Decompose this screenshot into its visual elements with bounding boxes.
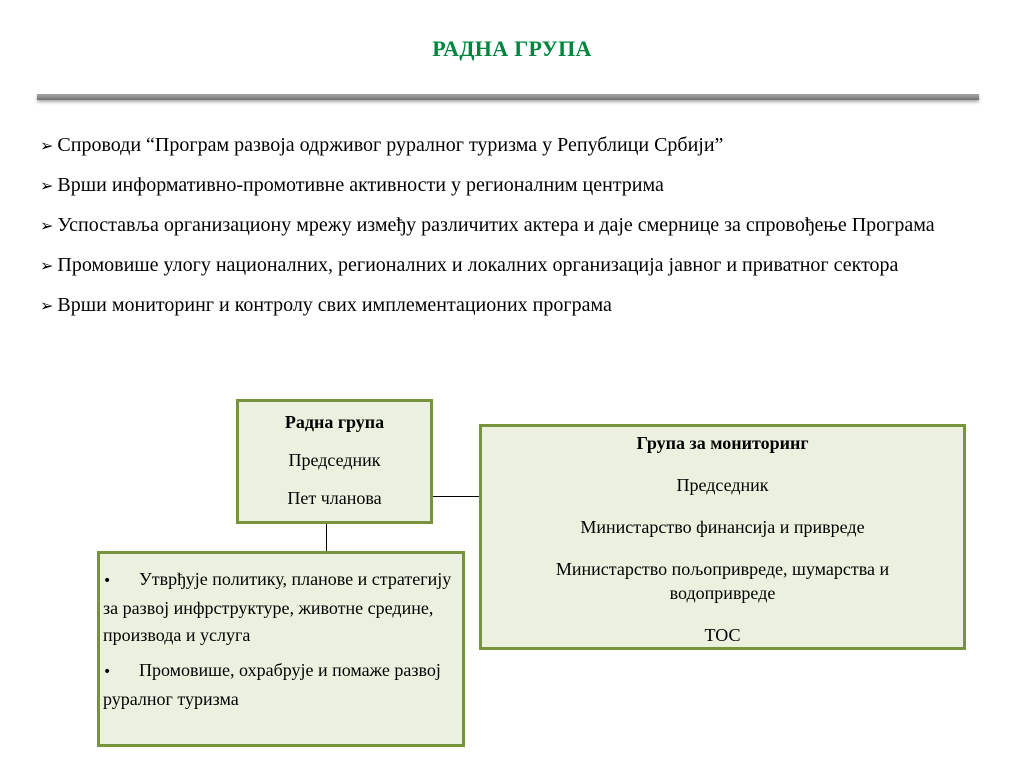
working-group-chair: Председник (288, 450, 381, 470)
arrow-bullet-icon: ➢ (40, 256, 54, 275)
arrow-bullet-icon: ➢ (40, 136, 54, 155)
duty-item (103, 566, 454, 649)
monitoring-group-tos: ТОС (704, 625, 741, 645)
bullet-text: Врши информативно-промотивне активности у регионалним центрима (57, 174, 664, 196)
working-group-box (236, 399, 433, 524)
duties-box (97, 551, 465, 747)
monitoring-group-ministry-agriculture: Министарство пољопривреде, шумарства и водопривреде (555, 559, 890, 603)
bullet-item (40, 171, 980, 200)
bullet-item (40, 251, 980, 280)
bullet-item (40, 291, 980, 320)
bullet-text: Промовише улогу националних, регионалних и локалних организација јавног и приватног сектора (57, 254, 899, 276)
bullet-text: Врши мониторинг и контролу свих имплементационих програма (57, 294, 612, 316)
duty-text: Утврђује политику, планове и стратегију за развој инфрструктуре, животне средине, производа и услуга (103, 569, 452, 645)
page-title: РАДНА ГРУПА (432, 36, 592, 61)
bullet-dot-icon: • (103, 573, 112, 589)
bullet-item (40, 131, 980, 160)
duty-text: Промовише, охрабрује и помаже развој руралног туризма (103, 660, 441, 709)
connector-line-horizontal (433, 496, 479, 497)
arrow-bullet-icon: ➢ (40, 296, 54, 315)
monitoring-group-box (479, 424, 966, 650)
monitoring-group-chair: Председник (676, 475, 769, 495)
working-group-members: Пет чланова (287, 488, 382, 508)
bullet-list (40, 131, 980, 331)
bullet-text: Спроводи “Програм развоја одрживог руралног туризма у Републици Србији” (57, 134, 724, 156)
bullet-item (40, 211, 980, 240)
working-group-heading: Радна група (284, 412, 385, 432)
duty-item (103, 657, 454, 713)
arrow-bullet-icon: ➢ (40, 216, 54, 235)
bullet-dot-icon: • (103, 664, 112, 680)
monitoring-group-ministry-finance: Министарство финансија и привреде (580, 517, 865, 537)
arrow-bullet-icon: ➢ (40, 176, 54, 195)
title-divider (37, 94, 979, 100)
connector-line-vertical (326, 524, 327, 551)
bullet-text: Успоставља организациону мрежу између различитих актера и даје смернице за спровођење Програма (57, 214, 935, 236)
monitoring-group-heading: Група за мониторинг (636, 433, 809, 453)
